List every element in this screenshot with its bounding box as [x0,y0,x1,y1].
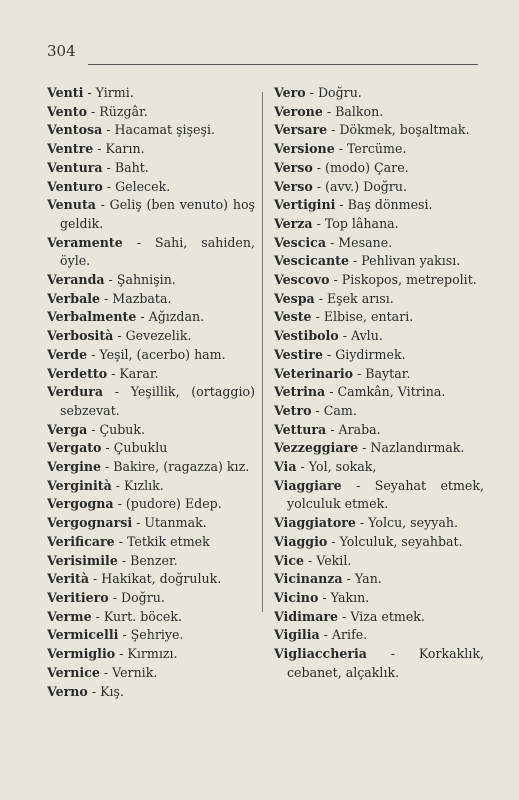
entry-dash: - [136,309,149,325]
entry-headword: Venturo [47,178,103,194]
entry-meaning: Yolculuk, seyahbat. [339,533,463,549]
dictionary-entry [274,327,484,346]
entry-headword: Verno [47,683,88,699]
entry-dash: - [329,272,342,288]
entry-meaning: Bakire, (ragazza) kız. [113,459,250,475]
entry-headword: Vertigini [274,197,336,213]
entry-headword: Vicinanza [274,571,343,587]
entry-headword: Viaggio [274,533,328,549]
dictionary-entry [274,365,484,384]
entry-meaning: Sahi, sahiden, öyle. [60,234,255,269]
header-rule [88,64,478,65]
entry-meaning: Yeşil, (acerbo) ham. [99,346,226,362]
entry-headword: Versare [274,122,328,138]
dictionary-entry [274,140,484,159]
entry-dash: - [108,589,121,605]
entry-headword: Vigliaccheria [274,646,367,662]
dictionary-entry [47,140,255,159]
dictionary-entry [274,570,484,589]
dictionary-entry [47,178,255,197]
entry-meaning: Elbise, entari. [323,309,414,325]
entry-dash: - [319,627,332,643]
entry-dash: - [102,122,115,138]
page-number: 304 [47,42,76,60]
dictionary-entry [47,552,255,571]
entry-headword: Vescovo [274,272,330,288]
entry-meaning: Dökmek, boşaltmak. [339,122,470,138]
dictionary-entry [274,84,484,103]
entry-meaning: Camkân, Vitrina. [337,384,446,400]
entry-meaning: Utanmak. [144,515,207,531]
entry-headword: Verga [47,421,88,437]
entry-headword: Verbosità [47,328,114,344]
entry-meaning: Gevezelik. [125,328,192,344]
entry-dash: - [113,496,126,512]
entry-headword: Veste [274,309,312,325]
dictionary-entry [47,458,255,477]
dictionary-entry [274,589,484,608]
entry-meaning: Yolcu, seyyah. [368,515,458,531]
entry-headword: Via [274,459,297,475]
entry-meaning: Şehriye. [130,627,184,643]
dictionary-entry [274,346,484,365]
entry-meaning: Yakın. [330,589,370,605]
entry-meaning: Baş dönmesi. [347,197,433,213]
entry-headword: Vidimare [274,608,339,624]
entry-dash: - [326,234,339,250]
dictionary-entry [47,664,255,683]
dictionary-entry [274,215,484,234]
entry-dash: - [95,197,110,213]
dictionary-entry [47,234,255,271]
entry-meaning: Hakikat, doğruluk. [101,571,222,587]
entry-headword: Vermicelli [47,627,119,643]
dictionary-entry [274,402,484,421]
entry-dash: - [87,103,100,119]
entry-dash: - [322,346,336,362]
entry-dash: - [326,421,339,437]
entry-headword: Vero [274,85,306,100]
entry-dash: - [101,440,114,456]
entry-meaning: Yirmi. [95,85,134,100]
entry-dash: - [358,440,371,456]
dictionary-entry [274,252,484,271]
dictionary-entry [274,159,484,178]
dictionary-entry [47,196,255,233]
entry-headword: Ventura [47,159,103,175]
dictionary-entry [47,645,255,664]
entry-headword: Venuta [47,197,96,213]
entry-dash: - [311,402,324,418]
dictionary-entry [47,103,255,122]
entry-dash: - [115,646,128,662]
entry-meaning: Pehlivan yakısı. [361,253,461,269]
entry-meaning: Tetkik etmek [126,533,210,549]
entry-dash: - [348,253,362,269]
dictionary-entry [274,421,484,440]
dictionary-entry [47,683,255,702]
dictionary-entry [47,365,255,384]
entry-headword: Vernice [47,664,100,680]
entry-dash: - [87,421,100,437]
entry-dash: - [305,85,318,100]
entry-meaning: Çubuk. [99,421,146,437]
entry-dash: - [342,571,355,587]
entry-meaning: Mesane. [338,234,393,250]
dictionary-entry [47,608,255,627]
entry-dash: - [89,571,102,587]
entry-dash: - [296,459,309,475]
entry-dash: - [117,552,131,568]
entry-headword: Vescica [274,234,326,250]
dictionary-entry [47,589,255,608]
entry-headword: Veterinario [274,365,354,381]
entry-headword: Verisimile [47,552,118,568]
entry-headword: Vice [274,552,305,568]
entry-dash: - [100,290,113,306]
entry-dash: - [341,477,375,493]
entry-meaning: Top lâhana. [324,215,399,231]
entry-headword: Vezzeggiare [274,440,359,456]
left-column [47,84,255,701]
entry-dash: - [101,459,114,475]
entry-meaning: Ağızdan. [148,309,205,325]
entry-dash: - [327,533,340,549]
entry-dash: - [338,328,351,344]
entry-headword: Verza [274,215,313,231]
dictionary-entry [47,383,255,420]
entry-headword: Vergine [47,459,102,475]
entry-dash: - [338,608,351,624]
entry-dash: - [312,159,326,175]
entry-meaning: Nazlandırmak. [370,440,465,456]
dictionary-entry [47,439,255,458]
entry-meaning: Giydirmek. [335,346,406,362]
entry-meaning: Rüzgâr. [99,103,148,119]
entry-dash: - [353,365,366,381]
entry-meaning: Tercüme. [346,141,407,157]
dictionary-entry [47,121,255,140]
entry-headword: Ventosa [47,122,103,138]
entry-dash: - [322,103,336,119]
entry-meaning: Baytar. [365,365,411,381]
entry-meaning: Avlu. [350,328,383,344]
dictionary-entry [47,626,255,645]
entry-dash: - [93,141,106,157]
entry-headword: Viaggiatore [274,515,356,531]
entry-meaning: Doğru. [120,589,165,605]
entry-headword: Viaggiare [274,477,342,493]
entry-dash: - [83,85,96,100]
entry-dash: - [132,515,145,531]
entry-headword: Vetrina [274,384,326,400]
entry-headword: Vermiglio [47,646,116,662]
entry-meaning: Kızlık. [124,477,164,493]
entry-dash: - [355,515,369,531]
entry-headword: Verso [274,159,313,175]
entry-meaning: Yol, sokak, [308,459,377,475]
dictionary-entry [274,533,484,552]
entry-headword: Verdetto [47,365,108,381]
entry-headword: Vigilia [274,627,320,643]
column-divider [262,92,263,612]
entry-dash: - [325,384,338,400]
entry-headword: Vestibolo [274,328,339,344]
dictionary-entry [47,308,255,327]
entry-dash: - [107,365,120,381]
entry-meaning: Seyahat etmek, yolculuk etmek. [287,477,484,512]
entry-meaning: (modo) Çare. [325,159,409,175]
entry-headword: Vetro [274,402,312,418]
entry-headword: Verificare [47,533,115,549]
dictionary-entry [274,383,484,402]
entry-meaning: Baht. [114,159,149,175]
dictionary-entry [274,271,484,290]
dictionary-entry [274,121,484,140]
entry-dash: - [104,272,117,288]
entry-headword: Vergato [47,440,102,456]
entry-headword: Verme [47,608,92,624]
entry-dash: - [318,589,331,605]
entry-meaning: Kış. [100,683,124,699]
entry-dash: - [314,290,327,306]
dictionary-entry [274,234,484,253]
dictionary-entry [47,346,255,365]
entry-meaning: Vernik. [112,664,158,680]
entry-headword: Verginità [47,477,112,493]
entry-headword: Veramente [47,234,123,250]
entry-dash: - [102,159,115,175]
entry-dash: - [99,664,113,680]
dictionary-entry [274,458,484,477]
entry-meaning: Yan. [354,571,382,587]
entry-dash: - [122,234,155,250]
entry-dash: - [118,627,131,643]
entry-meaning: Karın. [105,141,145,157]
dictionary-entry [274,552,484,571]
dictionary-entry [47,159,255,178]
entry-headword: Venti [47,85,84,100]
dictionary-entry [274,103,484,122]
entry-headword: Verdura [47,384,104,400]
entry-dash: - [312,178,326,194]
entry-meaning: Hacamat şişeşi. [114,122,215,138]
entry-dash: - [114,533,127,549]
entry-meaning: Mazbata. [112,290,172,306]
dictionary-entry [47,570,255,589]
entry-meaning: Piskopos, metrepolit. [341,272,477,288]
entry-meaning: (pudore) Edep. [125,496,222,512]
entry-headword: Verbalmente [47,309,137,325]
entry-dash: - [111,477,125,493]
dictionary-entry [274,645,484,682]
entry-dash: - [334,141,347,157]
entry-meaning: Gelecek. [115,178,171,194]
entry-meaning: Yeşillik, (ortaggio) sebzevat. [60,384,255,418]
entry-dash: - [113,328,126,344]
entry-headword: Vespa [274,290,315,306]
entry-meaning: Arife. [331,627,368,643]
dictionary-entry [47,327,255,346]
entry-meaning: Karar. [119,365,159,381]
dictionary-entry [274,196,484,215]
entry-headword: Ventre [47,141,94,157]
entry-meaning: Vekil. [316,552,352,568]
entry-meaning: Geliş (ben venuto) hoş geldik. [60,197,255,231]
dictionary-entry [274,439,484,458]
dictionary-entry [274,514,484,533]
entry-headword: Vestire [274,346,323,362]
entry-meaning: Şahnişin. [116,272,176,288]
dictionary-entry [47,84,255,103]
entry-headword: Verde [47,346,88,362]
dictionary-entry [274,626,484,645]
entry-dash: - [103,384,131,400]
entry-headword: Verso [274,178,313,194]
entry-headword: Vento [47,103,88,119]
dictionary-entry [47,514,255,533]
entry-dash: - [327,122,340,138]
entry-headword: Versione [274,141,335,157]
entry-dash: - [87,346,100,362]
entry-meaning: Kırmızı. [127,646,178,662]
entry-dash: - [335,197,348,213]
entry-meaning: (avv.) Doğru. [325,178,407,194]
entry-meaning: Araba. [338,421,381,437]
entry-meaning: Kurt. böcek. [103,608,182,624]
dictionary-entry [274,308,484,327]
dictionary-entry [47,495,255,514]
entry-dash: - [91,608,104,624]
entry-headword: Vergogna [47,496,114,512]
entry-dash: - [311,309,324,325]
dictionary-entry [274,477,484,514]
entry-headword: Vescicante [274,253,349,269]
right-column [274,84,484,683]
entry-headword: Veritiero [47,589,109,605]
entry-headword: Vicino [274,589,319,605]
dictionary-entry [274,178,484,197]
entry-dash: - [312,215,325,231]
dictionary-entry [47,271,255,290]
entry-meaning: Eşek arısı. [326,290,394,306]
entry-meaning: Balkon. [335,103,384,119]
entry-headword: Verone [274,103,323,119]
dictionary-entry [274,290,484,309]
entry-dash: - [102,178,116,194]
dictionary-entry [47,533,255,552]
entry-meaning: Doğru. [317,85,362,100]
entry-dash: - [366,646,419,662]
entry-headword: Vettura [274,421,327,437]
entry-meaning: Korkaklık, cebanet, alçaklık. [287,646,484,680]
entry-headword: Veranda [47,272,105,288]
entry-headword: Verità [47,571,90,587]
entry-meaning: Cam. [323,402,357,418]
entry-dash: - [87,683,101,699]
entry-meaning: Benzer. [130,552,178,568]
dictionary-entry [47,290,255,309]
dictionary-entry [274,608,484,627]
entry-headword: Vergognarsi [47,515,133,531]
entry-dash: - [304,552,317,568]
dictionary-entry [47,421,255,440]
entry-headword: Verbale [47,290,101,306]
entry-meaning: Viza etmek. [350,608,425,624]
entry-meaning: Çubuklu [113,440,168,456]
dictionary-entry [47,477,255,496]
